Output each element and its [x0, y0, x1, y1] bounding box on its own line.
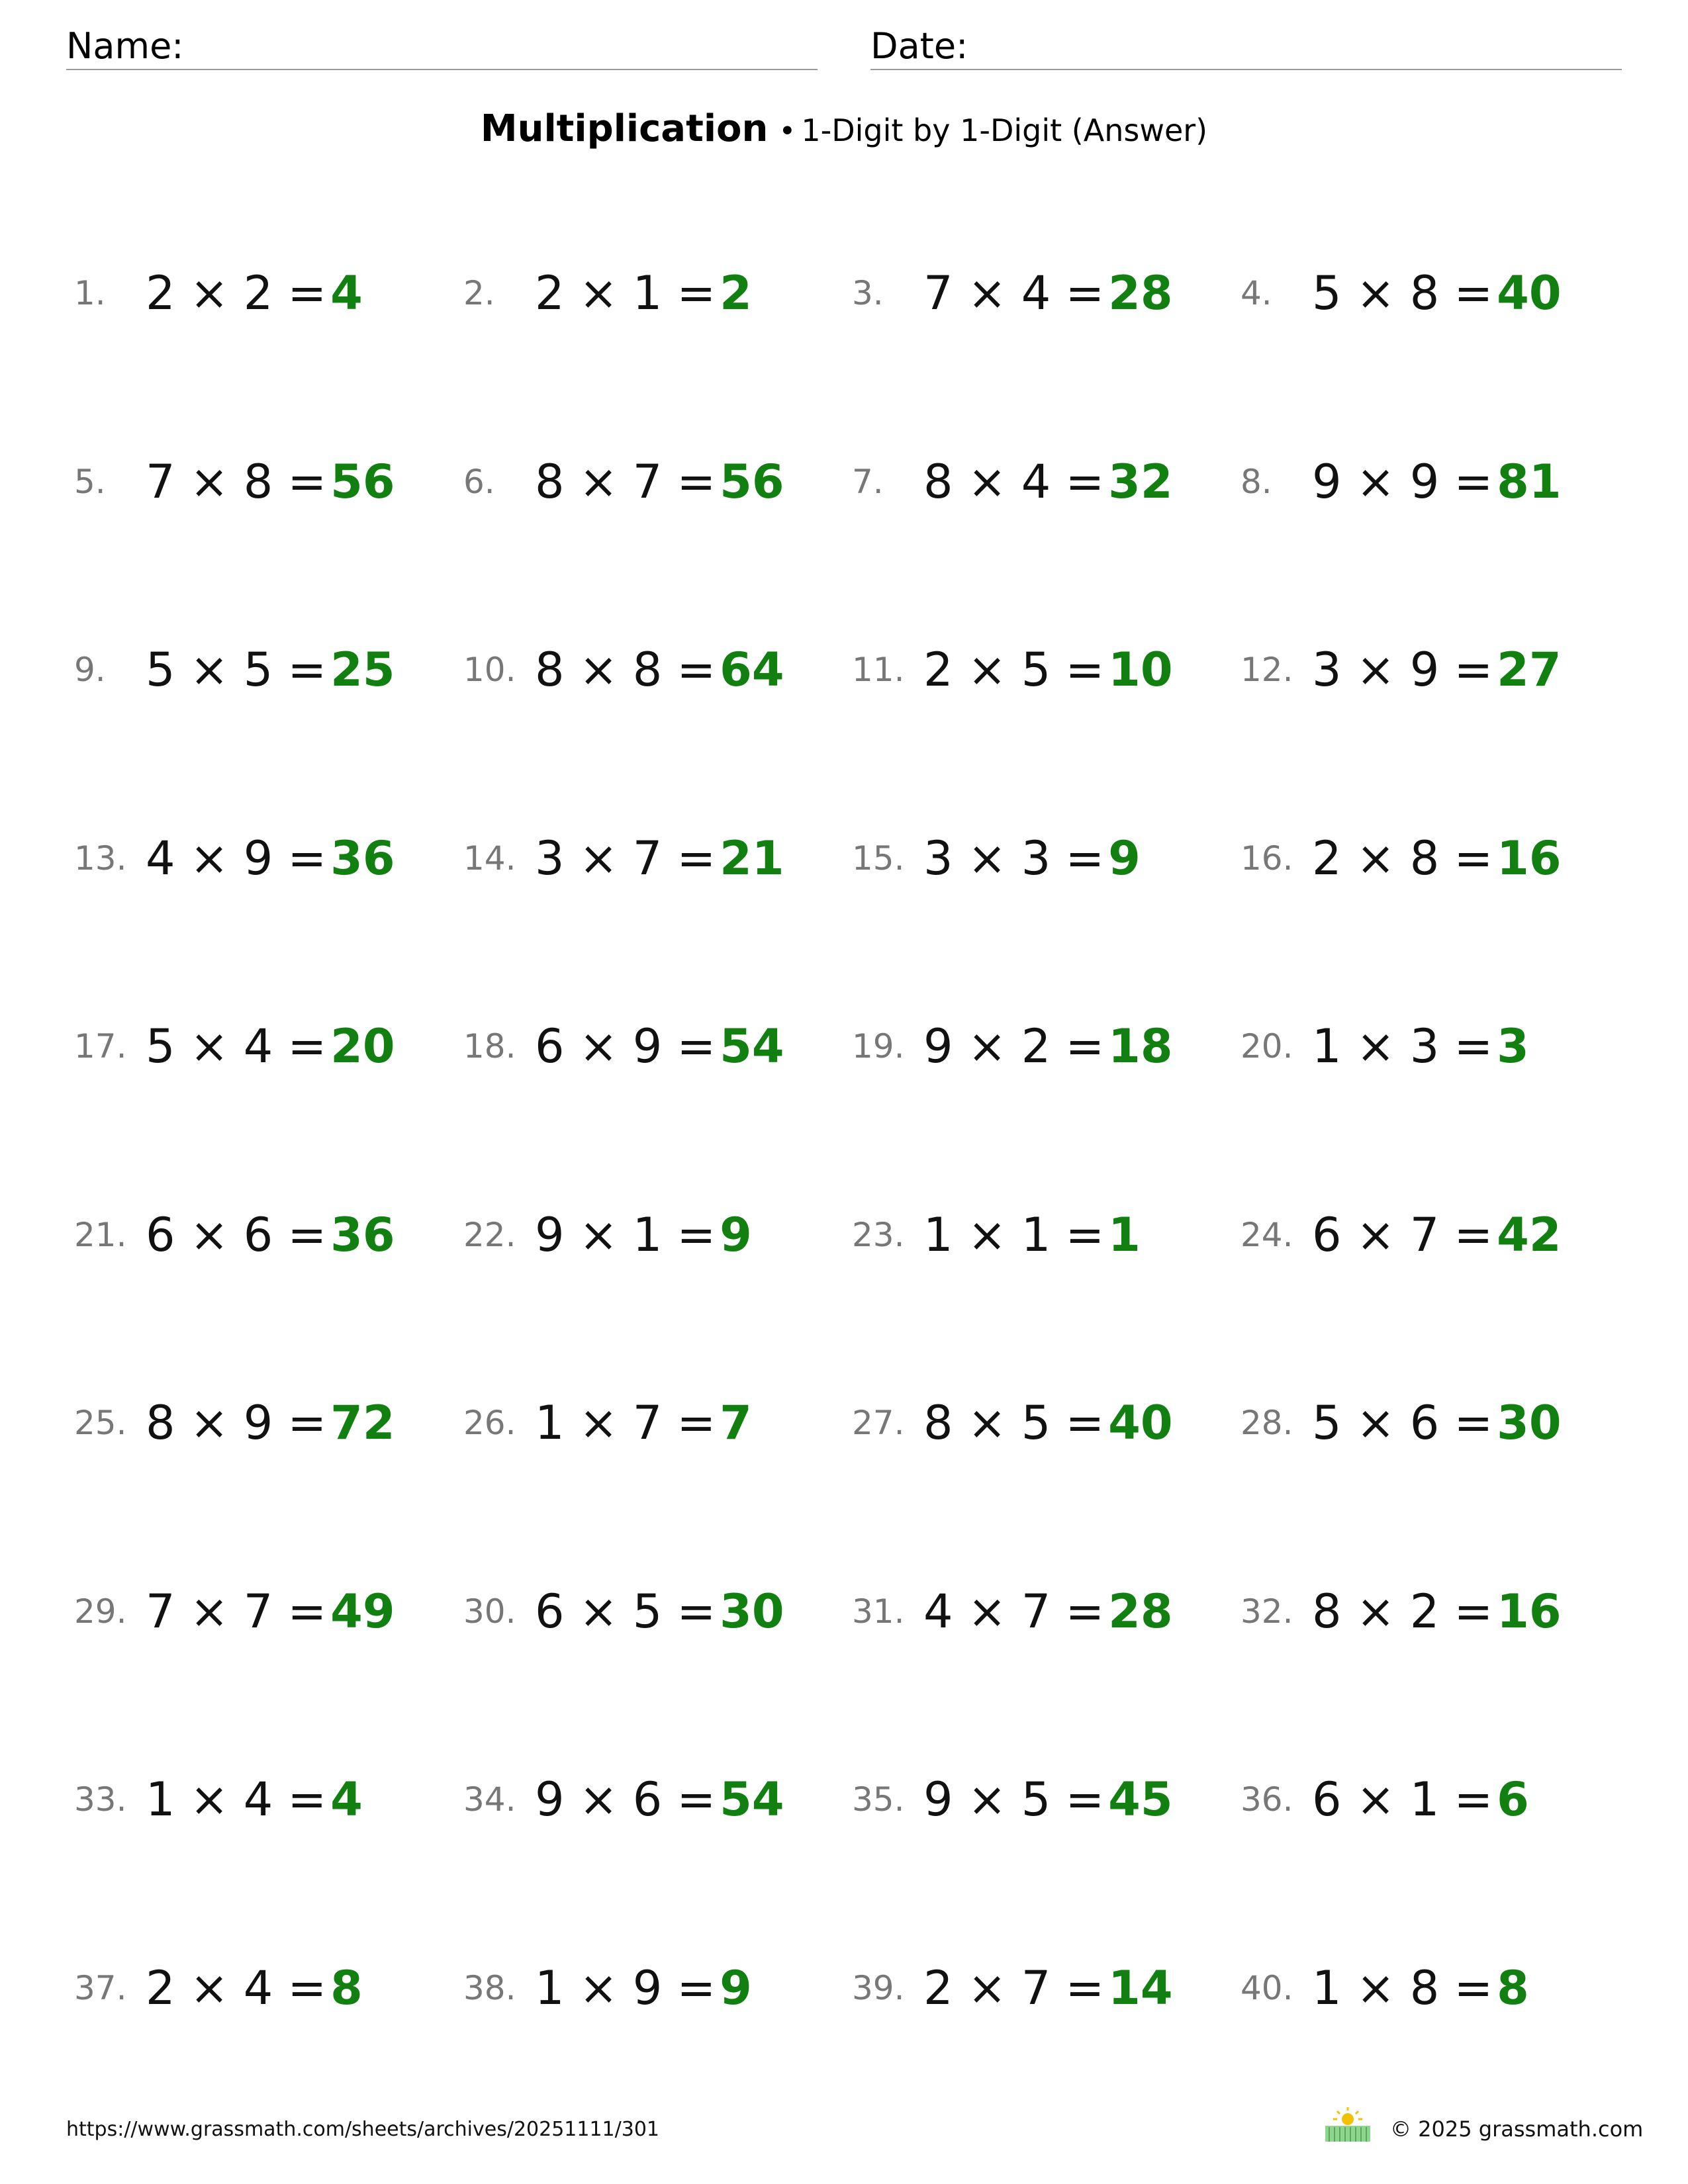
problem-answer: 8	[1497, 1961, 1529, 2015]
problem-item	[1241, 1763, 1611, 1836]
problem-answer: 42	[1497, 1208, 1562, 1262]
problem-expression: 8 × 9 =	[146, 1396, 327, 1450]
problem-item	[74, 1952, 445, 2025]
problem-number: 14.	[463, 839, 516, 878]
problem-expression: 6 × 9 =	[535, 1019, 716, 1073]
problem-expression: 9 × 9 =	[1312, 455, 1493, 509]
problem-answer: 20	[330, 1019, 395, 1073]
grass-sun-logo-icon	[1324, 2105, 1372, 2143]
problem-expression: 3 × 3 =	[923, 831, 1105, 886]
title-subtitle: 1-Digit by 1-Digit (Answer)	[801, 113, 1208, 148]
problem-expression: 7 × 8 =	[146, 455, 327, 509]
problem-expression: 2 × 5 =	[923, 643, 1105, 697]
problem-number: 18.	[463, 1027, 516, 1066]
problem-expression: 1 × 4 =	[146, 1772, 327, 1827]
problem-answer: 1	[1108, 1208, 1141, 1262]
problem-item	[852, 1575, 1223, 1648]
problem-expression: 5 × 8 =	[1312, 266, 1493, 320]
problem-number: 15.	[852, 839, 905, 878]
problem-answer: 21	[720, 831, 784, 886]
problem-answer: 16	[1497, 1584, 1562, 1639]
title-main: Multiplication	[480, 107, 769, 150]
problem-number: 2.	[463, 274, 495, 312]
problem-answer: 45	[1108, 1772, 1173, 1827]
problem-expression: 1 × 1 =	[923, 1208, 1105, 1262]
problem-answer: 36	[330, 1208, 395, 1262]
problem-number: 8.	[1241, 463, 1272, 501]
problem-item	[852, 1010, 1223, 1083]
problem-number: 25.	[74, 1404, 127, 1442]
problem-number: 19.	[852, 1027, 905, 1066]
problem-item	[463, 257, 834, 330]
problem-number: 13.	[74, 839, 127, 878]
problem-expression: 7 × 4 =	[923, 266, 1105, 320]
problem-expression: 1 × 8 =	[1312, 1961, 1493, 2015]
problem-item	[852, 257, 1223, 330]
problem-number: 31.	[852, 1592, 905, 1631]
problem-item	[1241, 822, 1611, 895]
problem-answer: 81	[1497, 455, 1562, 509]
problem-answer: 7	[720, 1396, 752, 1450]
problem-item	[463, 633, 834, 706]
problem-item	[463, 1763, 834, 1836]
problem-answer: 72	[330, 1396, 395, 1450]
problem-item	[74, 1199, 445, 1271]
problem-number: 27.	[852, 1404, 905, 1442]
problem-number: 7.	[852, 463, 884, 501]
problem-expression: 6 × 6 =	[146, 1208, 327, 1262]
problem-answer: 2	[720, 266, 752, 320]
problem-expression: 8 × 5 =	[923, 1396, 1105, 1450]
problem-expression: 2 × 2 =	[146, 266, 327, 320]
problem-expression: 1 × 9 =	[535, 1961, 716, 2015]
problem-number: 38.	[463, 1969, 516, 2007]
problem-number: 5.	[74, 463, 106, 501]
problem-item	[852, 822, 1223, 895]
problem-item	[74, 1010, 445, 1083]
problem-number: 32.	[1241, 1592, 1293, 1631]
problem-number: 34.	[463, 1780, 516, 1819]
problem-expression: 6 × 1 =	[1312, 1772, 1493, 1827]
date-label: Date:	[870, 25, 968, 67]
problem-item	[463, 1952, 834, 2025]
problem-number: 12.	[1241, 651, 1293, 689]
problem-number: 26.	[463, 1404, 516, 1442]
problem-answer: 30	[720, 1584, 784, 1639]
problem-number: 11.	[852, 651, 905, 689]
problem-item	[1241, 1199, 1611, 1271]
problem-number: 21.	[74, 1216, 127, 1254]
problem-answer: 54	[720, 1019, 784, 1073]
problem-expression: 8 × 8 =	[535, 643, 716, 697]
problem-answer: 9	[1108, 831, 1141, 886]
problem-expression: 2 × 8 =	[1312, 831, 1493, 886]
problem-expression: 9 × 1 =	[535, 1208, 716, 1262]
problem-answer: 64	[720, 643, 784, 697]
problem-answer: 49	[330, 1584, 395, 1639]
problem-answer: 56	[330, 455, 395, 509]
problem-number: 17.	[74, 1027, 127, 1066]
problem-number: 35.	[852, 1780, 905, 1819]
problem-item	[463, 445, 834, 518]
problem-number: 40.	[1241, 1969, 1293, 2007]
problem-answer: 3	[1497, 1019, 1529, 1073]
problem-answer: 30	[1497, 1396, 1562, 1450]
problem-expression: 7 × 7 =	[146, 1584, 327, 1639]
problem-expression: 5 × 4 =	[146, 1019, 327, 1073]
title-separator: •	[778, 114, 796, 148]
problem-number: 9.	[74, 651, 106, 689]
problem-expression: 3 × 9 =	[1312, 643, 1493, 697]
problem-answer: 28	[1108, 266, 1173, 320]
problem-number: 36.	[1241, 1780, 1293, 1819]
problem-item	[1241, 1952, 1611, 2025]
problem-item	[463, 1199, 834, 1271]
problem-answer: 4	[330, 266, 363, 320]
worksheet-title	[0, 106, 1688, 161]
date-field[interactable]	[870, 24, 1622, 70]
problem-number: 3.	[852, 274, 884, 312]
problem-expression: 6 × 7 =	[1312, 1208, 1493, 1262]
problem-expression: 3 × 7 =	[535, 831, 716, 886]
problem-item	[1241, 1575, 1611, 1648]
problem-expression: 9 × 5 =	[923, 1772, 1105, 1827]
problem-number: 22.	[463, 1216, 516, 1254]
problem-number: 23.	[852, 1216, 905, 1254]
problem-item	[852, 633, 1223, 706]
problem-expression: 2 × 1 =	[535, 266, 716, 320]
problem-item	[852, 1387, 1223, 1459]
footer-copyright: © 2025 grassmath.com	[1390, 2116, 1644, 2142]
problem-item	[74, 445, 445, 518]
problem-answer: 36	[330, 831, 395, 886]
problem-number: 29.	[74, 1592, 127, 1631]
problem-item	[74, 257, 445, 330]
problem-item	[463, 822, 834, 895]
problem-expression: 9 × 6 =	[535, 1772, 716, 1827]
problem-item	[463, 1387, 834, 1459]
problem-item	[1241, 633, 1611, 706]
problem-number: 24.	[1241, 1216, 1293, 1254]
problem-item	[463, 1010, 834, 1083]
problem-expression: 2 × 4 =	[146, 1961, 327, 2015]
problem-expression: 4 × 9 =	[146, 831, 327, 886]
problem-number: 28.	[1241, 1404, 1293, 1442]
problem-item	[74, 633, 445, 706]
problem-answer: 6	[1497, 1772, 1529, 1827]
problem-item	[74, 1387, 445, 1459]
problem-number: 37.	[74, 1969, 127, 2007]
problem-answer: 25	[330, 643, 395, 697]
problem-expression: 8 × 2 =	[1312, 1584, 1493, 1639]
problem-number: 6.	[463, 463, 495, 501]
problem-answer: 9	[720, 1961, 752, 2015]
problem-item	[852, 445, 1223, 518]
problem-expression: 1 × 7 =	[535, 1396, 716, 1450]
problem-answer: 18	[1108, 1019, 1173, 1073]
problem-answer: 40	[1497, 266, 1562, 320]
problem-number: 4.	[1241, 274, 1272, 312]
problem-answer: 56	[720, 455, 784, 509]
problem-item	[74, 822, 445, 895]
problem-item	[852, 1952, 1223, 2025]
problem-item	[74, 1763, 445, 1836]
problem-number: 39.	[852, 1969, 905, 2007]
problem-expression: 4 × 7 =	[923, 1584, 1105, 1639]
problem-expression: 5 × 5 =	[146, 643, 327, 697]
problem-answer: 32	[1108, 455, 1173, 509]
problem-expression: 8 × 4 =	[923, 455, 1105, 509]
problem-expression: 5 × 6 =	[1312, 1396, 1493, 1450]
problem-item	[463, 1575, 834, 1648]
problem-number: 1.	[74, 274, 106, 312]
problem-answer: 14	[1108, 1961, 1173, 2015]
problem-expression: 6 × 5 =	[535, 1584, 716, 1639]
problem-item	[852, 1763, 1223, 1836]
problem-answer: 54	[720, 1772, 784, 1827]
problem-item	[852, 1199, 1223, 1271]
problem-number: 33.	[74, 1780, 127, 1819]
problem-expression: 1 × 3 =	[1312, 1019, 1493, 1073]
problem-item	[74, 1575, 445, 1648]
problem-answer: 9	[720, 1208, 752, 1262]
problem-answer: 28	[1108, 1584, 1173, 1639]
problem-item	[1241, 445, 1611, 518]
problem-answer: 8	[330, 1961, 363, 2015]
problem-number: 10.	[463, 651, 516, 689]
problem-number: 30.	[463, 1592, 516, 1631]
problem-item	[1241, 1010, 1611, 1083]
name-label: Name:	[66, 25, 184, 67]
problem-item	[1241, 1387, 1611, 1459]
problem-answer: 10	[1108, 643, 1173, 697]
name-field[interactable]	[66, 24, 818, 70]
footer-url: https://www.grassmath.com/sheets/archives/20251111/301	[66, 2118, 660, 2141]
problem-expression: 2 × 7 =	[923, 1961, 1105, 2015]
problem-answer: 4	[330, 1772, 363, 1827]
problem-expression: 8 × 7 =	[535, 455, 716, 509]
problem-number: 20.	[1241, 1027, 1293, 1066]
problem-answer: 40	[1108, 1396, 1173, 1450]
problem-item	[1241, 257, 1611, 330]
problem-expression: 9 × 2 =	[923, 1019, 1105, 1073]
problem-answer: 27	[1497, 643, 1562, 697]
problem-number: 16.	[1241, 839, 1293, 878]
problem-answer: 16	[1497, 831, 1562, 886]
